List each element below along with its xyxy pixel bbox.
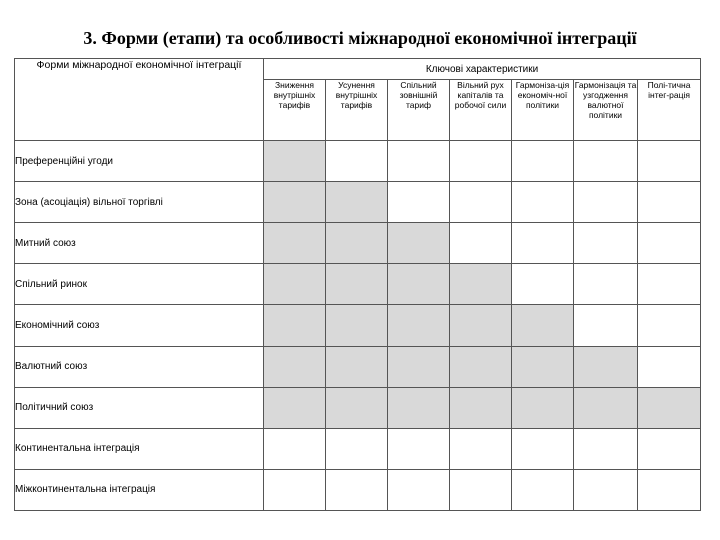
- cell-empty: [388, 469, 450, 510]
- table-row: [15, 469, 701, 510]
- cell-shaded: [264, 223, 326, 264]
- row-label: Політичний союз: [15, 387, 264, 428]
- table-row: [15, 305, 701, 346]
- column-header: Вільний рух капіталів та робочої сили: [450, 80, 512, 141]
- column-header: Зниження внутрішніх тарифів: [264, 80, 326, 141]
- cell-empty: [512, 182, 574, 223]
- cell-empty: [574, 428, 638, 469]
- row-label: Валютний союз: [15, 346, 264, 387]
- cell-shaded: [326, 182, 388, 223]
- table-row: [15, 182, 701, 223]
- table-row: [15, 264, 701, 305]
- cell-empty: [388, 428, 450, 469]
- cell-empty: [388, 182, 450, 223]
- cell-empty: [264, 469, 326, 510]
- table-row: [15, 428, 701, 469]
- cell-empty: [512, 428, 574, 469]
- cell-empty: [574, 264, 638, 305]
- cell-empty: [264, 428, 326, 469]
- cell-empty: [638, 428, 701, 469]
- cell-empty: [638, 264, 701, 305]
- cell-empty: [512, 264, 574, 305]
- cell-shaded: [326, 387, 388, 428]
- column-header: Спільний зовнішній тариф: [388, 80, 450, 141]
- cell-empty: [638, 346, 701, 387]
- key-characteristics-header: Ключові характеристики: [264, 59, 701, 80]
- cell-shaded: [264, 305, 326, 346]
- table-row: [15, 223, 701, 264]
- row-label: Економічний союз: [15, 305, 264, 346]
- cell-empty: [574, 305, 638, 346]
- row-label: Митний союз: [15, 223, 264, 264]
- cell-shaded: [388, 346, 450, 387]
- cell-empty: [638, 182, 701, 223]
- cell-shaded: [388, 305, 450, 346]
- row-label: Міжконтинентальна інтеграція: [15, 469, 264, 510]
- cell-empty: [326, 469, 388, 510]
- cell-shaded: [388, 264, 450, 305]
- row-label: Континентальна інтеграція: [15, 428, 264, 469]
- cell-empty: [512, 223, 574, 264]
- cell-empty: [638, 223, 701, 264]
- cell-shaded: [326, 346, 388, 387]
- column-header: Полі-тична інтег-рація: [638, 80, 701, 141]
- row-label: Зона (асоціація) вільної торгівлі: [15, 182, 264, 223]
- cell-shaded: [326, 264, 388, 305]
- column-header: Гармонізація та узгодження валютної політики: [574, 80, 638, 141]
- cell-empty: [450, 469, 512, 510]
- cell-empty: [512, 141, 574, 182]
- cell-shaded: [512, 346, 574, 387]
- cell-empty: [574, 223, 638, 264]
- cell-shaded: [264, 264, 326, 305]
- cell-empty: [450, 141, 512, 182]
- cell-shaded: [450, 305, 512, 346]
- row-label: Спільний ринок: [15, 264, 264, 305]
- cell-empty: [638, 305, 701, 346]
- cell-shaded: [264, 141, 326, 182]
- cell-shaded: [388, 223, 450, 264]
- cell-shaded: [326, 305, 388, 346]
- row-label: Преференційні угоди: [15, 141, 264, 182]
- cell-shaded: [574, 346, 638, 387]
- table-row: [15, 346, 701, 387]
- cell-shaded: [388, 387, 450, 428]
- table-row: [15, 387, 701, 428]
- cell-shaded: [512, 387, 574, 428]
- cell-empty: [574, 141, 638, 182]
- cell-empty: [450, 223, 512, 264]
- forms-header: Форми міжнародної економічної інтеграції: [15, 59, 264, 141]
- cell-shaded: [264, 387, 326, 428]
- cell-empty: [638, 141, 701, 182]
- cell-shaded: [450, 264, 512, 305]
- cell-shaded: [450, 346, 512, 387]
- column-header: Гармоніза-ція економіч-ної політики: [512, 80, 574, 141]
- cell-empty: [388, 141, 450, 182]
- page-title: 3. Форми (етапи) та особливості міжнародної економічної інтеграції: [83, 28, 637, 48]
- cell-shaded: [638, 387, 701, 428]
- cell-empty: [574, 182, 638, 223]
- cell-empty: [638, 469, 701, 510]
- cell-shaded: [512, 305, 574, 346]
- cell-shaded: [326, 223, 388, 264]
- cell-shaded: [264, 182, 326, 223]
- cell-empty: [450, 182, 512, 223]
- cell-shaded: [264, 346, 326, 387]
- cell-empty: [512, 469, 574, 510]
- cell-empty: [326, 428, 388, 469]
- column-header: Усунення внутрішніх тарифів: [326, 80, 388, 141]
- cell-empty: [450, 428, 512, 469]
- table-row: [15, 141, 701, 182]
- cell-shaded: [450, 387, 512, 428]
- cell-empty: [326, 141, 388, 182]
- cell-shaded: [574, 387, 638, 428]
- integration-table: [14, 58, 701, 511]
- cell-empty: [574, 469, 638, 510]
